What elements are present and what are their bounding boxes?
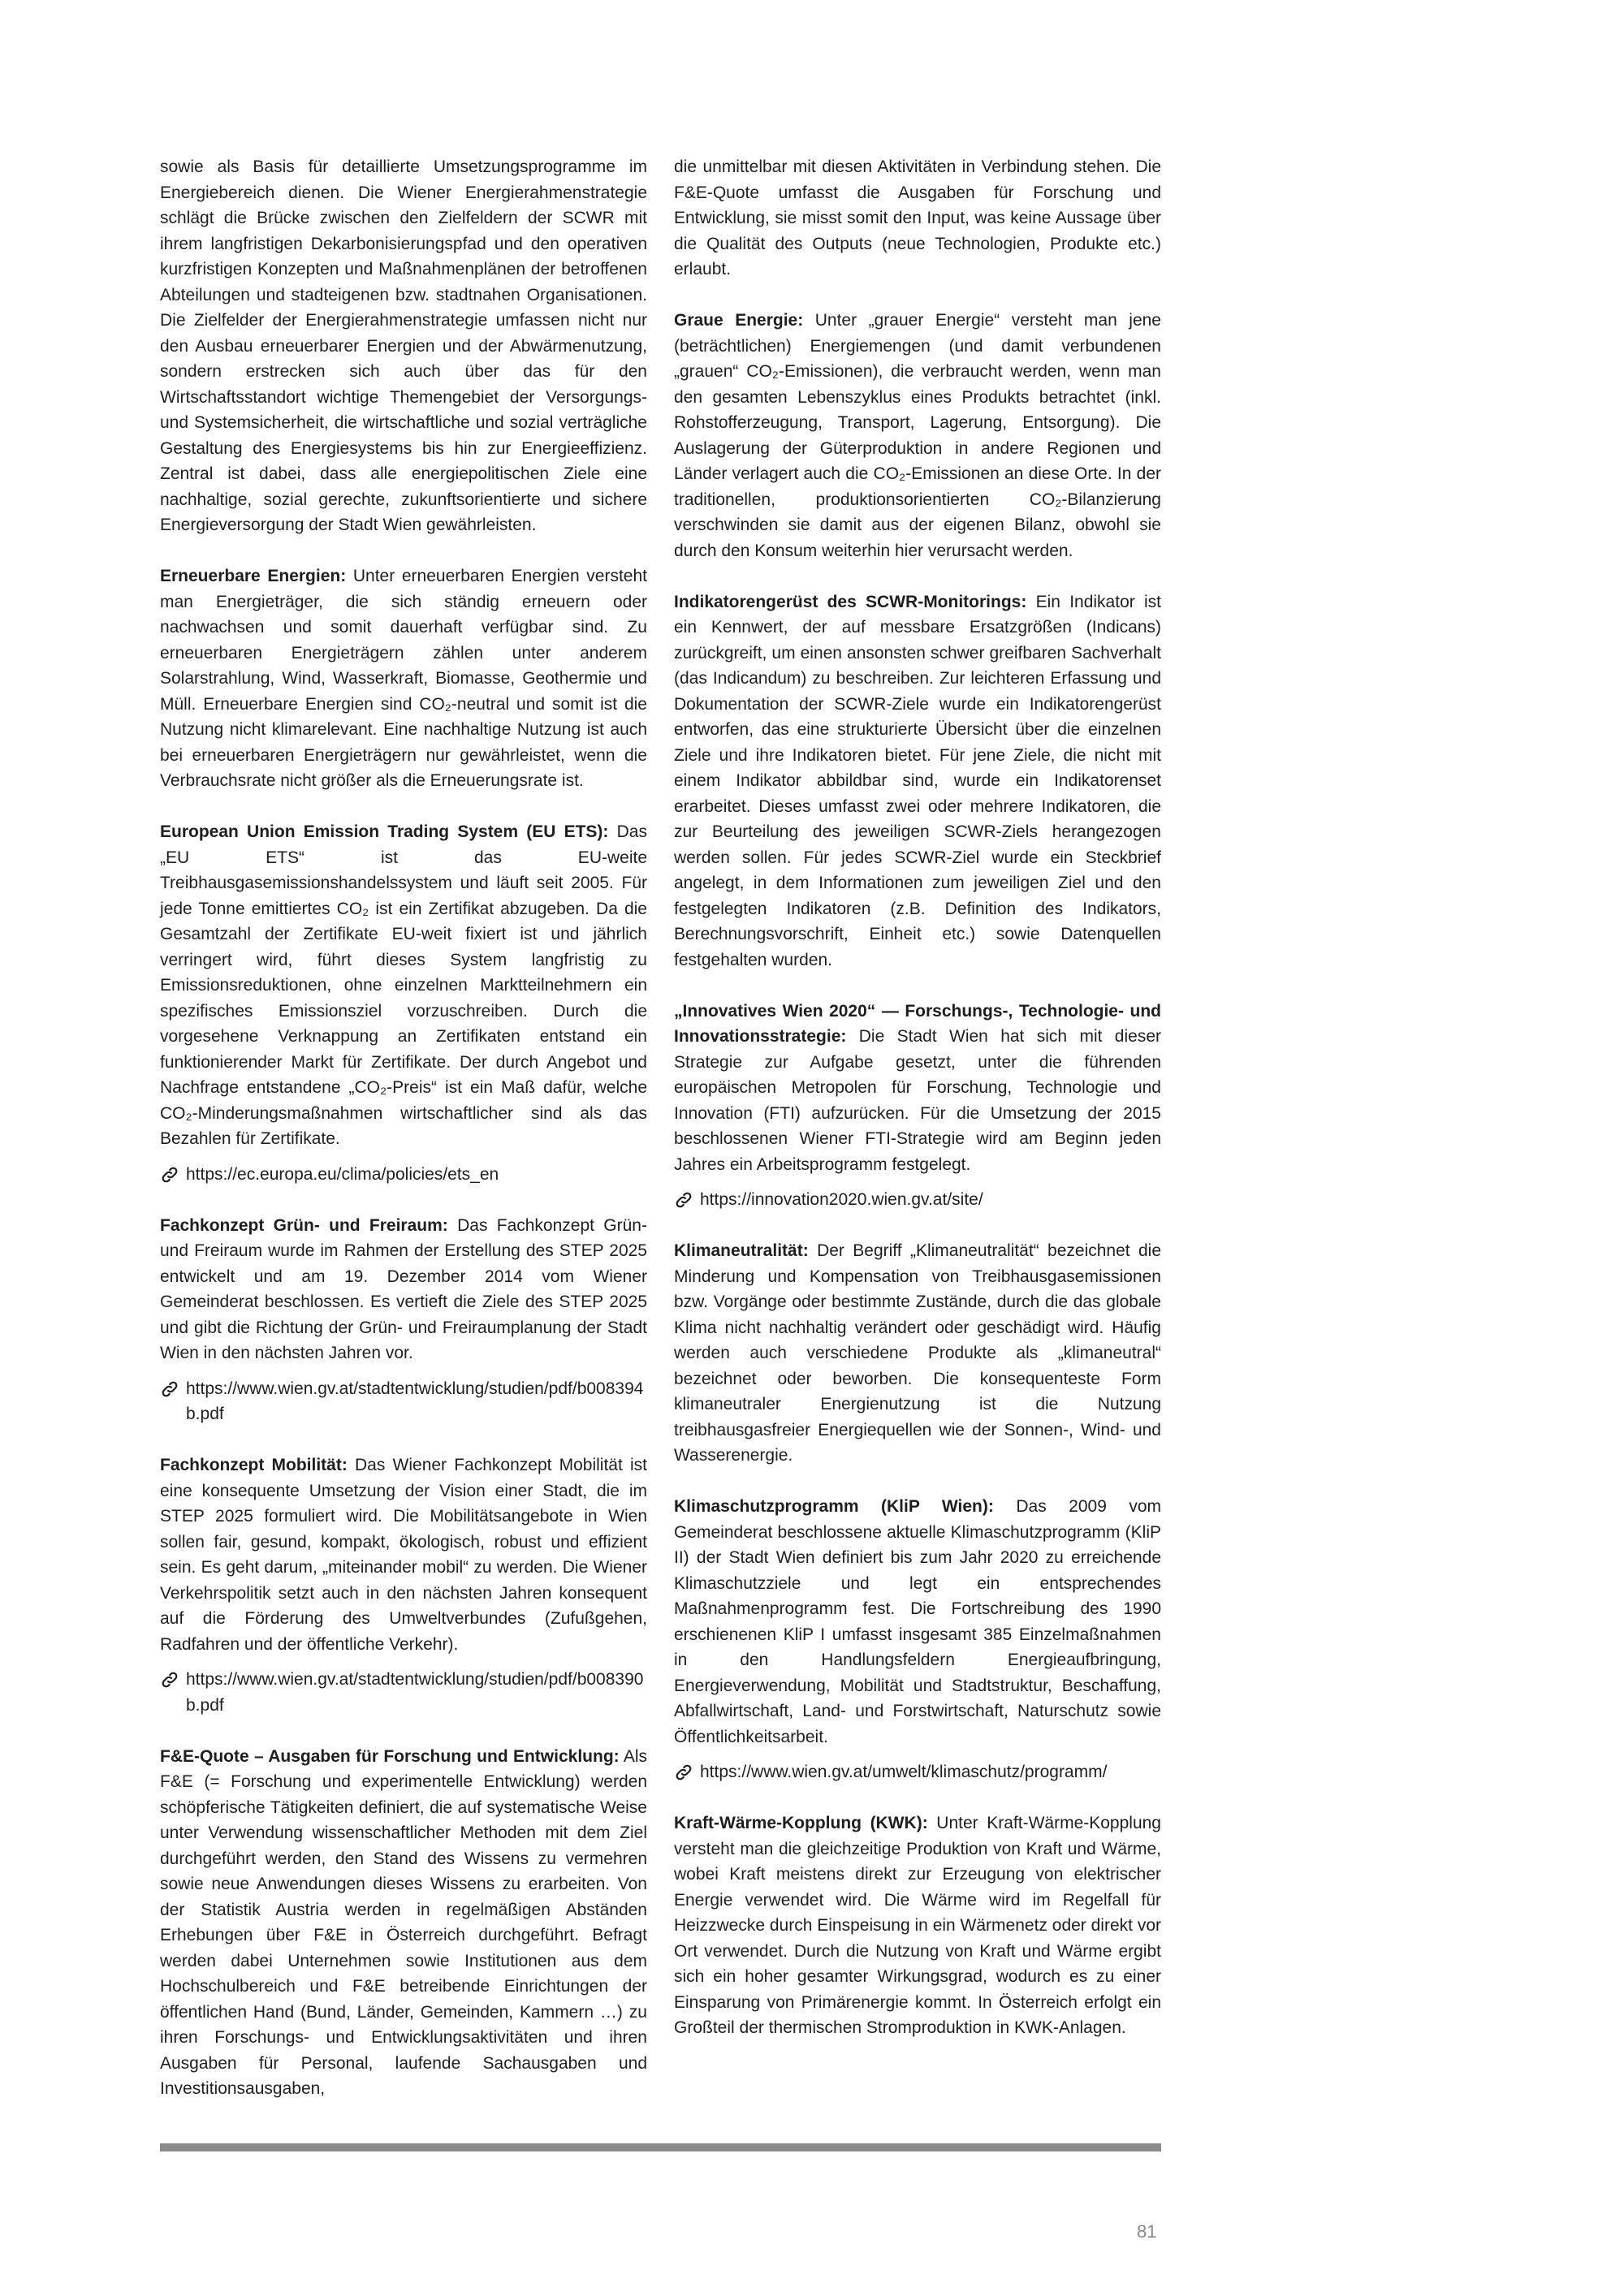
entry-fachkonzept-mobilitaet — [160, 1452, 647, 1718]
entry-term: Fachkonzept Grün- und Freiraum: — [160, 1215, 448, 1235]
entry-innovatives-wien — [674, 999, 1161, 1213]
entry-url[interactable]: https://www.wien.gv.at/stadtentwicklung/studien/pdf/b008394b.pdf — [186, 1379, 644, 1423]
link-icon — [160, 1379, 179, 1399]
right-column — [674, 154, 1161, 2066]
entry-text: Das Fachkonzept Grün- und Freiraum wurde im Rahmen der Erstellung des STEP 2025 entwickelt und am 19. Dezember 2014 vom Wiener Gemeinderat beschlossen. Es vertieft die Ziele des STEP 2025 und gibt die Richtung der Grün- und Freiraumplanung der Stadt Wien in den nächsten Jahren vor. — [160, 1215, 647, 1362]
entry-url[interactable]: https://www.wien.gv.at/stadtentwicklung/studien/pdf/b008390b.pdf — [186, 1670, 644, 1715]
link-icon — [160, 1165, 179, 1185]
entry-text: Das 2009 vom Gemeinderat beschlossene aktuelle Klimaschutzprogramm (KliP II) der Stadt Wien definiert bis zum Jahr 2020 zu erreichende Klimaschutzziele und legt ein entsprechendes Maßnahmenprogramm fest. Die Fortschreibung des 1990 erschienenen KliP I umfasst insgesamt 385 Einzelmaßnahmen in den Handlungsfeldern Energieaufbringung, Energieverwendung, Mobilität und Stadtstruktur, Beschaffung, Abfallwirtschaft, Land- und Forstwirtschaft, Naturschutz sowie Öffentlichkeitsarbeit. — [674, 1497, 1162, 1746]
entry-link[interactable] — [160, 1376, 647, 1427]
entry-term: Fachkonzept Mobilität: — [160, 1456, 348, 1474]
entry-url[interactable]: https://innovation2020.wien.gv.at/site/ — [700, 1190, 983, 1209]
entry-link[interactable] — [160, 1162, 647, 1188]
link-icon — [674, 1190, 693, 1210]
entry-klimaneutralitaet — [674, 1238, 1161, 1469]
entry-term: Erneuerbare Energien: — [160, 567, 347, 585]
entry-term: Kraft-Wärme-Kopplung (KWK): — [674, 1814, 928, 1832]
entry-term: „Innovatives Wien 2020“ — Forschungs-, Technologie- und Innovationsstrategie: — [674, 1001, 1161, 1046]
entry-term: Klimaschutzprogramm (KliP Wien): — [674, 1497, 994, 1516]
entry-graue-energie — [674, 308, 1161, 563]
link-icon — [160, 1670, 179, 1690]
intro-text: sowie als Basis für detaillierte Umsetzungsprogramme im Energiebereich dienen. Die Wiener Energierahmenstrategie schlägt die Brücke zwischen den Zielfeldern der SCWR mit ihrem langfristigen Dekarbonisierungspfad und den operativen kurzfristigen Konzepten und Maßnahmenplänen der betroffenen Abteilungen und stadteigenen bzw. stadtnahen Organisationen. Die Zielfelder der Energierahmenstrategie umfassen nicht nur den Ausbau erneuerbarer Energien und der Abwärmenutzung, sondern erstrecken sich auch über das für den Wirtschaftsstandort wichtige Themengebiet der Versorgungs- und Systemsicherheit, die wirtschaftliche und sozial verträgliche Gestaltung des Energiesystems bis hin zur Energieeffizienz. Zentral ist dabei, dass alle energiepolitischen Ziele eine nachhaltige, sozial gerechte, zukunftsorientierte und sichere Energieversorgung der Stadt Wien gewährleisten. — [160, 158, 647, 534]
entry-klimaschutzprogramm — [674, 1494, 1161, 1785]
entry-text: Unter „grauer Energie“ versteht man jene (beträchtlichen) Energiemengen (und damit verbundenen „grauen“ CO₂-Emissionen), die verbraucht werden, wenn man den gesamten Lebenszyklus eines Produkts betrachtet (inkl. Rohstofferzeugung, Transport, Lagerung, Entsorgung). Die Auslagerung der Güterproduktion in andere Regionen und Länder verlagert auch die CO₂-Emissionen an diese Orte. In der traditionellen, produktionsorientierten CO₂-Bilanzierung verschwinden sie damit aus der eigenen Bilanz, obwohl sie durch den Konsum weiterhin hier verursacht werden. — [674, 311, 1161, 560]
entry-text: Als F&E (= Forschung und experimentelle Entwicklung) werden schöpferische Tätigkeiten definiert, die auf systematische Weise unter Verwendung wissenschaftlicher Methoden mit dem Ziel durchgeführt werden, den Stand des Wissens zu vermehren sowie neue Anwendungen dieses Wissens zu erarbeiten. Von der Statistik Austria werden in regelmäßigen Abständen Erhebungen über F&E in Österreich durchgeführt. Befragt werden dabei Unternehmen sowie Institutionen aus dem Hochschulbereich und F&E betreibende Einrichtungen der öffentlichen Hand (Bund, Länder, Gemeinden, Kammern …) zu ihren Forschungs- und Entwicklungsaktivitäten und ihren Ausgaben für Personal, laufende Sachausgaben und Investitionsausgaben, — [160, 1746, 647, 2098]
entry-term: Klimaneutralität: — [674, 1241, 809, 1260]
entry-fachkonzept-gruen — [160, 1213, 647, 1427]
link-icon — [674, 1763, 693, 1782]
entry-term: Indikatorengerüst des SCWR-Monitorings: — [674, 592, 1027, 611]
intro-paragraph — [160, 154, 647, 538]
entry-term: F&E-Quote – Ausgaben für Forschung und Entwicklung: — [160, 1746, 620, 1766]
entry-text: Das „EU ETS“ ist das EU-weite Treibhausgasemissionshandelssystem und läuft seit 2005. Für jede Tonne emittiertes CO₂ ist ein Zertifikat abzugeben. Da die Gesamtzahl der Zertifikate EU-weit fixiert ist und jährlich verringert wird, führt dieses System langfristig zu Emissionsreduktionen, ohne einzelnen Marktteilnehmern ein spezifisches Emissionsziel vorzuschreiben. Durch die vorgesehene Verknappung an Zertifikaten entstand ein funktionierender Markt für Zertifikate. Der durch Angebot und Nachfrage entstandene „CO₂-Preis“ ist ein Maß dafür, welche CO₂-Minderungsmaßnahmen wirtschaftlicher sind als das Bezahlen für Zertifikate. — [160, 822, 647, 1148]
entry-link[interactable] — [674, 1759, 1161, 1785]
entry-text: Ein Indikator ist ein Kennwert, der auf messbare Ersatzgrößen (Indicans) zurückgreift, um einen ansonsten schwer greifbaren Sachverhalt (das Indicandum) zu beschreiben. Zur leichteren Erfassung und Dokumentation der SCWR-Ziele wurde ein Indikatorengerüst entworfen, das eine strukturierte Übersicht über die einzelnen Ziele und ihre Indikatoren bietet. Für jene Ziele, die nicht mit einem Indikator abbildbar sind, wurde ein Indikatorenset erarbeitet. Dieses umfasst zwei oder mehrere Indikatoren, die zur Beurteilung des jeweiligen SCWR-Ziels herangezogen werden sollen. Für jedes SCWR-Ziel wurde ein Steckbrief angelegt, in dem Informationen zum jeweiligen Ziel und den festgelegten Indikatoren (z.B. Definition des Indikators, Berechnungsvorschrift, Einheit etc.) sowie Datenquellen festgehalten wurden. — [674, 592, 1161, 969]
entry-indikatorengeruest — [674, 589, 1161, 973]
entry-text: Unter Kraft-Wärme-Kopplung versteht man die gleichzeitige Produktion von Kraft und Wärme, wobei Kraft meistens direkt zur Erzeugung von elektrischer Energie verwendet wird. Die Wärme wird im Regelfall für Heizzwecke durch Einspeisung in ein Wärmenetz oder direkt vor Ort verwendet. Durch die Nutzung von Kraft und Wärme ergibt sich ein hoher gesamter Wirkungsgrad, wodurch es zu einer Einsparung von Primärenergie kommt. In Österreich erfolgt ein Großteil der thermischen Stromproduktion in KWK-Anlagen. — [674, 1814, 1161, 2037]
intro-paragraph — [674, 154, 1161, 283]
entry-link[interactable] — [674, 1187, 1161, 1213]
entry-link[interactable] — [160, 1667, 647, 1718]
entry-text: Das Wiener Fachkonzept Mobilität ist eine konsequente Umsetzung der Vision einer Stadt, die im STEP 2025 formuliert wird. Die Mobilitätsangebote in Wien sollen fair, gesund, kompakt, ökologisch, robust und effizient sein. Es geht darum, „miteinander mobil“ zu werden. Die Wiener Verkehrspolitik setzt auch in den nächsten Jahren konsequent auf die Förderung des Umweltverbundes (Zufußgehen, Radfahren und der öffentliche Verkehr). — [160, 1456, 647, 1654]
entry-term: European Union Emission Trading System (EU ETS): — [160, 822, 609, 841]
entry-text: Die Stadt Wien hat sich mit dieser Strategie zur Aufgabe gesetzt, unter die führenden europäischen Metropolen für Forschung, Technologie und Innovation (FTI) aufzurücken. Für die Umsetzung der 2015 beschlossenen Wiener FTI-Strategie wird am Beginn jeden Jahres ein Arbeitsprogramm festgelegt. — [674, 1027, 1161, 1174]
entry-text: Der Begriff „Klimaneutralität“ bezeichnet die Minderung und Kompensation von Treibhausgasemissionen bzw. Vorgänge oder bestimmte Zustände, durch die das globale Klima nicht nachhaltig verändert oder geschädigt wird. Häufig werden auch verschiedene Produkte als „klimaneutral“ bezeichnet oder beworben. Die konsequenteste Form klimaneutraler Energienutzung ist die Nutzung treibhausgasfreier Energiequellen wie der Sonnen-, Wind- und Wasserenergie. — [674, 1241, 1161, 1465]
entry-eu-ets — [160, 819, 647, 1187]
entry-fe-quote — [160, 1744, 647, 2102]
footer-divider — [160, 2143, 1161, 2151]
intro-text: die unmittelbar mit diesen Aktivitäten in Verbindung stehen. Die F&E-Quote umfasst die Ausgaben für Forschung und Entwicklung, sie misst somit den Input, was keine Aussage über die Qualität des Outputs (neue Technologien, Produkte etc.) erlaubt. — [674, 158, 1161, 278]
entry-kwk — [674, 1810, 1161, 2041]
entry-term: Graue Energie: — [674, 311, 804, 330]
entry-text: Unter erneuerbaren Energien versteht man Energieträger, die sich ständig erneuern oder nachwachsen und somit dauerhaft verfügbar sind. Zu erneuerbaren Energieträgern zählen unter anderem Solarstrahlung, Wind, Wasserkraft, Biomasse, Geothermie und Müll. Erneuerbare Energien sind CO₂-neutral und somit ist die Nutzung nicht klimarelevant. Eine nachhaltige Nutzung ist auch bei erneuerbaren Energieträgern nur gewährleistet, wenn die Verbrauchsrate nicht größer als die Erneuerungsrate ist. — [160, 567, 648, 790]
left-column — [160, 154, 647, 2127]
page-number: 81 — [1137, 2221, 1157, 2242]
entry-url[interactable]: https://www.wien.gv.at/umwelt/klimaschutz/programm/ — [700, 1763, 1108, 1781]
entry-url[interactable]: https://ec.europa.eu/clima/policies/ets_en — [186, 1164, 499, 1184]
entry-erneuerbare-energien — [160, 563, 647, 794]
